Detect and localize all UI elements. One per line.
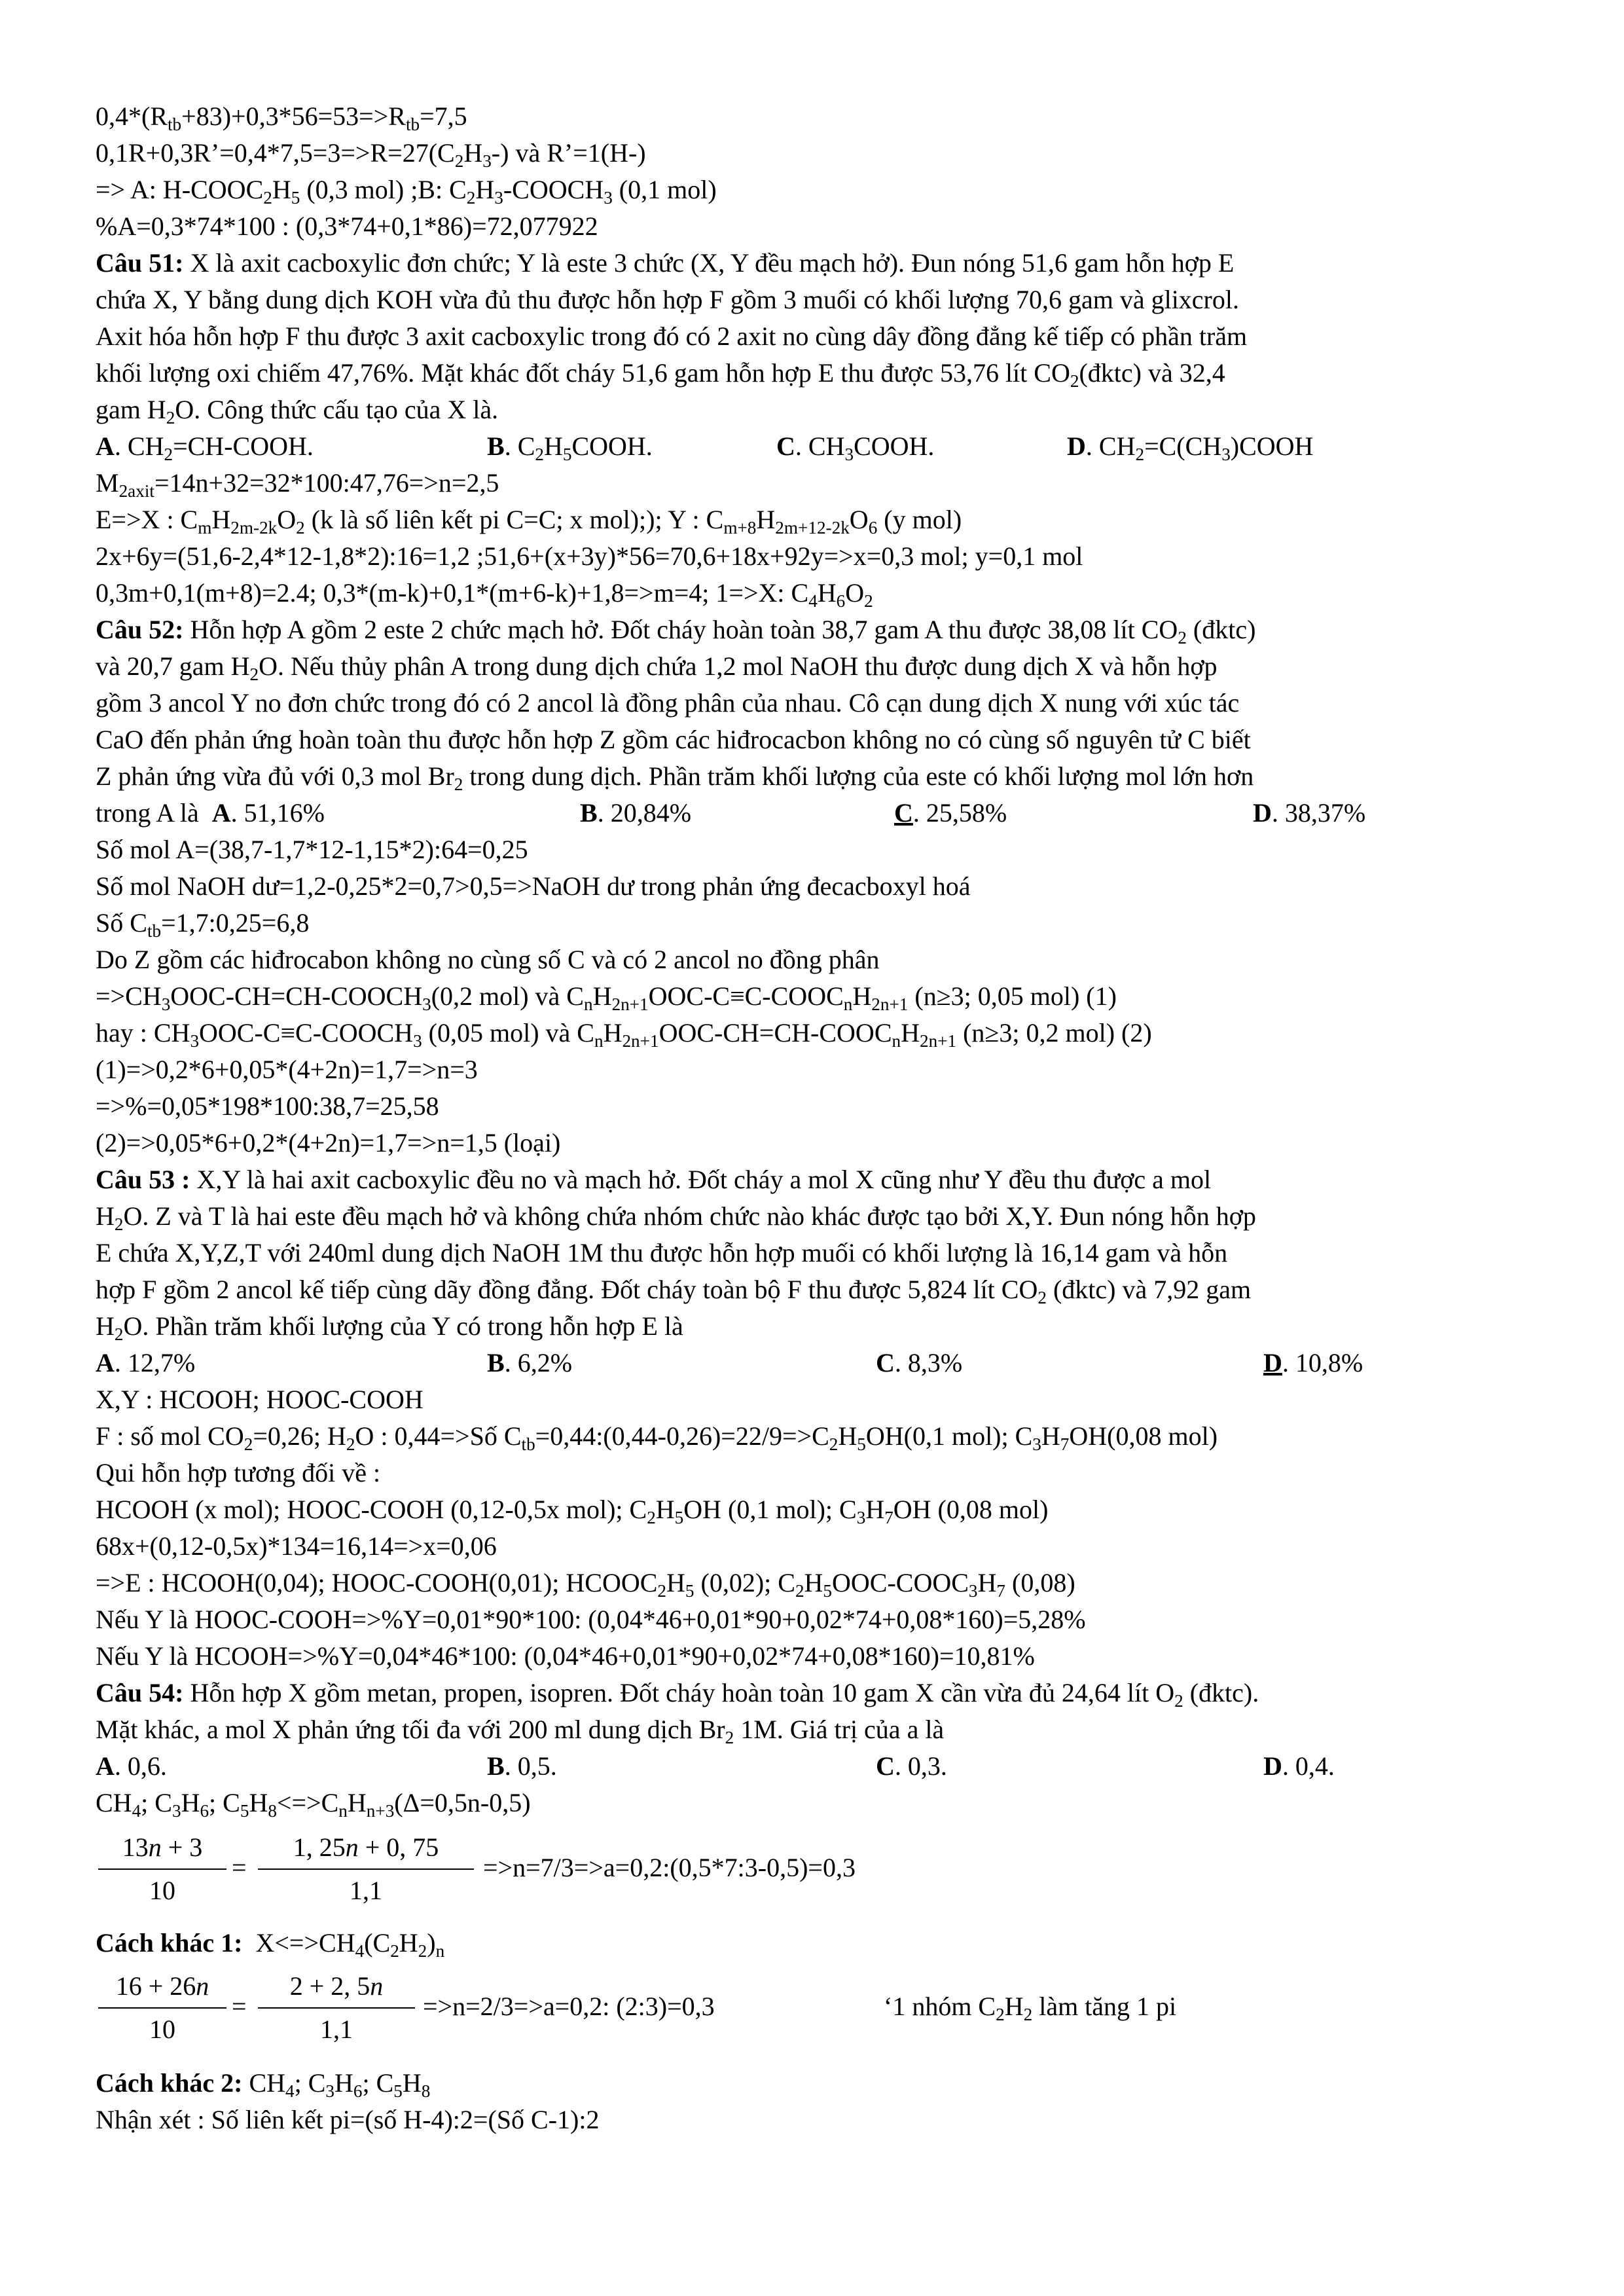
choice-c: C. $CH_3COOH$.: [776, 431, 935, 465]
choice-c: C. 8,3%: [876, 1348, 963, 1377]
choice-a: A. $CH_2=CH$-COOH.: [96, 431, 314, 465]
fraction-rhs: [258, 1965, 415, 2050]
fraction-lhs: [98, 1827, 226, 1912]
text-line: HCOOH (x mol); HOOC-COOH (0,12-0,5x mol); $C_2H_5OH$ (0,1 mol); $C_3H_7OH$ (0,08 mol): [96, 1495, 1049, 1528]
text-line: $CH_4$; $C_3H_6$; $C_5H_8<=>C_nH_{n+3}(\Delta=0,5n-0,5)$: [96, 1788, 531, 1821]
fraction-numerator: 1, 25n + 0, 75: [293, 1832, 439, 1862]
text-line: CaO đến phản ứng hoàn toàn thu được hỗn hợp Z gồm các hiđrocacbon không no có cùng số nguyên tử C biết: [96, 725, 1251, 754]
text-line: hợp F gồm 2 ancol kế tiếp cùng dãy đồng đẳng. Đốt cháy toàn bộ F thu được 5,824 lít $CO_2$ (đktc) và 7,92 gam: [96, 1275, 1252, 1308]
choice-b: B. 6,2%: [487, 1348, 573, 1377]
text-line: 2x+6y=(51,6-2,4*12-1,8*2):16=1,2 ;51,6+(x+3y)*56=70,6+18x+92y=>x=0,3 mol; y=0,1 mol: [96, 541, 1083, 571]
question-51-line: Câu 51: X là axit cacboxylic đơn chức; Y là este 3 chức (X, Y đều mạch hở). Đun nóng 51,6 gam hỗn hợp E: [96, 248, 1235, 278]
fraction-denominator: 10: [149, 2014, 175, 2044]
choice-c: C. 25,58%: [894, 798, 1007, 828]
text-line: (2)=>0,05*6+0,2*(4+2n)=1,7=>n=1,5 (loại): [96, 1128, 561, 1157]
choice-a: A. 12,7%: [96, 1348, 196, 1377]
text-line: Mặt khác, a mol X phản ứng tối đa với 200 ml dung dịch $Br_2$ 1M. Giá trị của a là: [96, 1715, 945, 1748]
text-line: Số mol NaOH dư=1,2-0,25*2=0,7>0,5=>NaOH dư trong phản ứng đecacboxyl hoá: [96, 871, 971, 901]
equation-result: =>n=2/3=>a=0,2: (2:3)=0,3: [423, 1992, 715, 2021]
text-line: $H_2O$. Z và T là hai este đều mạch hở và không chứa nhóm chức nào khác được tạo bởi X,Y. Đun nóng hỗn hợp: [96, 1201, 1256, 1235]
text-line: Z phản ứng vừa đủ với 0,3 mol $Br_2$ trong dung dịch. Phần trăm khối lượng của este có khối lượng mol lớn hơn: [96, 761, 1254, 795]
fraction-numerator: 13n + 3: [122, 1832, 203, 1862]
text-line: Nhận xét : Số liên kết pi=(số H-4):2=(Số C-1):2: [96, 2105, 600, 2134]
choice-b: B. $C_2H_5COOH$.: [487, 431, 653, 465]
choice-d: D. 38,37%: [1253, 798, 1366, 828]
choice-d: D. 10,8%: [1263, 1348, 1363, 1377]
text-line: =>%=0,05*198*100:38,7=25,58: [96, 1091, 439, 1121]
equals-sign: =: [232, 1853, 247, 1882]
equals-sign: =: [232, 1992, 247, 2021]
fraction-denominator: 10: [149, 1876, 175, 1905]
choice-a: trong A là A. 51,16%: [96, 798, 325, 828]
text-line: => A: $H-COOC_2H_5$ (0,3 mol) ;B: $C_2H_3-COOCH_3$ (0,1 mol): [96, 175, 717, 208]
fraction-lhs: [98, 1965, 226, 2050]
text-line: 0,3m+0,1(m+8)=2.4; 0,3*(m-k)+0,1*(m+6-k)+1,8=>m=4; 1=>X: $C_4H_6O_2$: [96, 578, 873, 611]
text-line: khối lượng oxi chiếm 47,76%. Mặt khác đốt cháy 51,6 gam hỗn hợp E thu được 53,76 lít $CO_2(đktc)$ và 32,4: [96, 358, 1225, 392]
text-line: =>E : HCOOH(0,04); HOOC-COOH(0,01); $HCOOC_2H_5$ (0,02); $C_2H_5OOC-COOC_3H_7$ (0,08): [96, 1568, 1075, 1601]
text-line: chứa X, Y bằng dung dịch KOH vừa đủ thu được hỗn hợp F gồm 3 muối có khối lượng 70,6 gam và glixcrol.: [96, 285, 1239, 314]
text-line: E=>X : $C_mH_{2m-2k}O_2$ (k là số liên kết pi C=C; x mol);); Y : $C_{m+8}H_{2m+12-2k}O_6$ (y mol): [96, 505, 962, 538]
fraction-numerator: 16 + 26n: [115, 1971, 209, 2001]
text-line: %A=0,3*74*100 : (0,3*74+0,1*86)=72,077922: [96, 211, 598, 241]
text-line: và 20,7 gam $H_2O$. Nếu thủy phân A trong dung dịch chứa 1,2 mol NaOH thu được dung dịch X và hỗn hợp: [96, 651, 1218, 685]
text-line: Axit hóa hỗn hợp F thu được 3 axit cacboxylic trong đó có 2 axit no cùng dây đồng đẳng kế tiếp có phần trăm: [96, 321, 1248, 351]
question-54-line: Câu 54: Hỗn hợp X gồm metan, propen, isopren. Đốt cháy hoàn toàn 10 gam X cần vừa đủ 24,64 lít $O_2$ (đktc).: [96, 1678, 1259, 1711]
text-line: $H_2O$. Phần trăm khối lượng của Y có trong hỗn hợp E là: [96, 1311, 683, 1345]
text-line: (1)=>0,2*6+0,05*(4+2n)=1,7=>n=3: [96, 1055, 478, 1084]
text-line: Số $C_{tb}=1,7:0,25=6,8$: [96, 908, 310, 941]
text-line: Cách khác 1: $X<=>CH_4(C_2H_2)_n$: [96, 1928, 445, 1961]
fraction-denominator: 1,1: [350, 1876, 382, 1905]
text-line: gam $H_2O$. Công thức cấu tạo của X là.: [96, 395, 499, 428]
text-line: Do Z gồm các hiđrocabon không no cùng số C và có 2 ancol no đồng phân: [96, 945, 880, 974]
text-line: $0,4*(R_{tb}+83)+0,3*56=53=>R_{tb}=7,5$: [96, 101, 467, 135]
choice-d: D. 0,4.: [1263, 1751, 1335, 1781]
text-line: Nếu Y là HOOC-COOH=>%Y=0,01*90*100: (0,04*46+0,01*90+0,02*74+0,08*160)=5,28%: [96, 1605, 1086, 1634]
question-53-line: Câu 53 : X,Y là hai axit cacboxylic đều no và mạch hở. Đốt cháy a mol X cũng như Y đều thu được a mol: [96, 1165, 1212, 1194]
fraction-numerator: 2 + 2, 5n: [289, 1971, 384, 2001]
text-line: $M_{2axit}=14n+32=32*100:47,76=>n=2,5$: [96, 468, 499, 501]
text-line: E chứa X,Y,Z,T với 240ml dung dịch NaOH 1M thu được hỗn hợp muối có khối lượng là 16,14 gam và hỗn: [96, 1238, 1228, 1267]
text-line: gồm 3 ancol Y no đơn chức trong đó có 2 ancol là đồng phân của nhau. Cô cạn dung dịch X nung với xúc tác: [96, 688, 1240, 718]
fraction-denominator: 1,1: [320, 2014, 353, 2044]
choice-d: D. $CH_2=C(CH_3)COOH$: [1067, 431, 1314, 465]
text-line: Qui hỗn hợp tương đối về :: [96, 1458, 381, 1487]
fraction-rhs: [258, 1827, 474, 1912]
equation-note: ‘1 nhóm $C_2H_2$ làm tăng 1 pi: [884, 1992, 1177, 2025]
text-line: 68x+(0,12-0,5x)*134=16,14=>x=0,06: [96, 1531, 497, 1561]
text-line: $=>CH_3OOC-CH=CH-COOCH_3(0,2$ mol) và $C_nH_{2n+1}OOC-C\equiv C-COOC_nH_{2n+1}$ (n≥3; 0,05 mol) (1): [96, 981, 1117, 1015]
choice-c: C. 0,3.: [876, 1751, 947, 1781]
text-line: $0,1R+0,3R’=0,4*7,5=3=>R=27(C_2H_3-)$ và R’=1(H-): [96, 138, 646, 172]
text-line: Số mol A=(38,7-1,7*12-1,15*2):64=0,25: [96, 835, 528, 864]
text-line: F : số mol $CO_2=0,26$; $H_2O$ : 0,44=>Số $C_{tb}=0,44:(0,44-0,26)=22/9=>C_2H_5OH(0,1$ mol); $C_3H_7OH(0,08$ mol): [96, 1421, 1218, 1455]
text-line: hay : $CH_3OOC-C\equiv C-COOCH_3$ (0,05 mol) và $C_nH_{2n+1}OOC-CH=CH-COOC_nH_{2n+1}$ (n≥3; 0,2 mol) (2): [96, 1018, 1152, 1051]
choice-a: A. 0,6.: [96, 1751, 167, 1781]
text-line: Cách khác 2: $CH_4$; $C_3H_6$; $C_5H_8$: [96, 2068, 431, 2102]
equation-result: =>n=7/3=>a=0,2:(0,5*7:3-0,5)=0,3: [483, 1853, 856, 1882]
choice-b: B. 0,5.: [487, 1751, 557, 1781]
choice-b: B. 20,84%: [580, 798, 692, 828]
text-line: Nếu Y là HCOOH=>%Y=0,04*46*100: (0,04*46+0,01*90+0,02*74+0,08*160)=10,81%: [96, 1641, 1035, 1671]
text-line: X,Y : HCOOH; HOOC-COOH: [96, 1385, 424, 1414]
question-52-line: Câu 52: Hỗn hợp A gồm 2 este 2 chức mạch hở. Đốt cháy hoàn toàn 38,7 gam A thu được 38,08 lít $CO_2$ (đktc): [96, 615, 1256, 648]
